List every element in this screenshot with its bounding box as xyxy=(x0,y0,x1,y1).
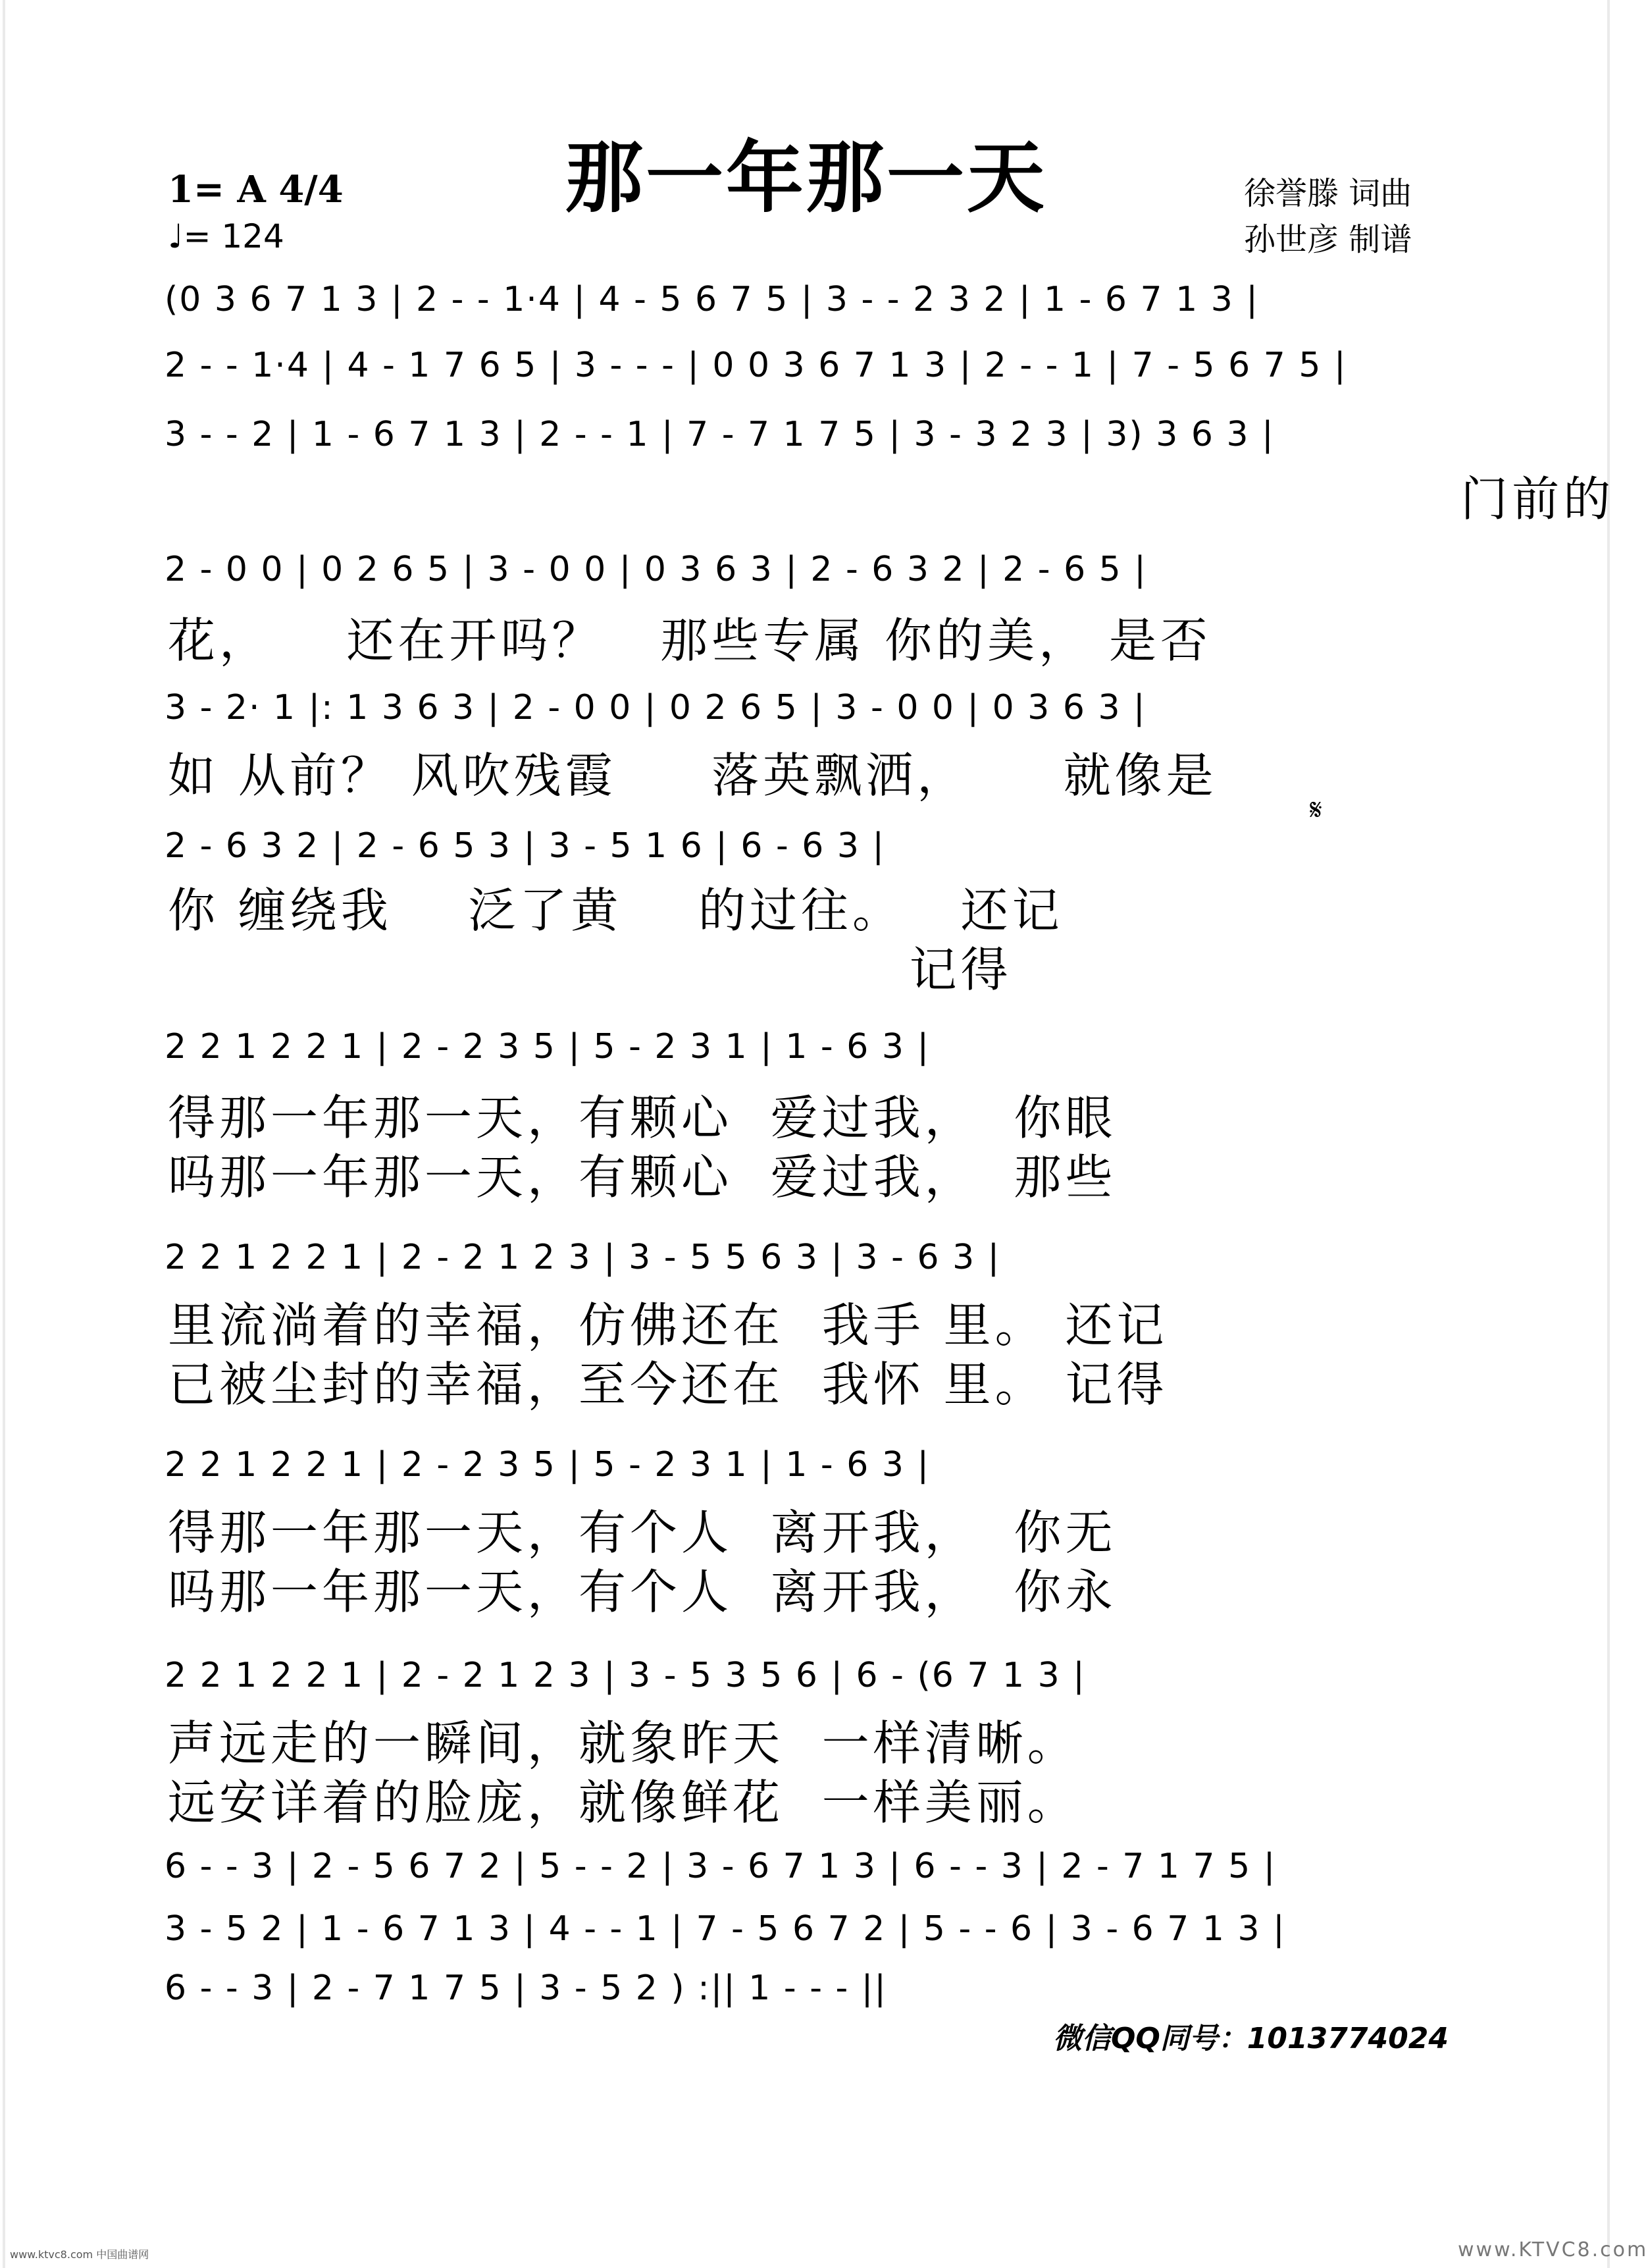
footer-site-small: www.ktvc8.com 中国曲谱网 xyxy=(10,2248,149,2261)
lyric-line: 得那一年那一天，有个人 离开我， 你无 xyxy=(168,1505,1117,1560)
notation-row-4: 2 - 0 0 | 0 2 6 5 | 3 - 0 0 | 0 3 6 3 | 2 - 6 3 2 | 2 - 6 5 | xyxy=(165,550,1147,589)
key-signature: 1= A 4/4 xyxy=(168,168,344,211)
footer-watermark: www.KTVC8.com xyxy=(1458,2238,1648,2261)
song-title: 那一年那一天 xyxy=(565,132,1047,223)
notation-row-11: 6 - - 3 | 2 - 5 6 7 2 | 5 - - 2 | 3 - 6 7 1 3 | 6 - - 3 | 2 - 7 1 7 5 | xyxy=(165,1847,1277,1886)
right-margin-rule xyxy=(1607,0,1610,2268)
lyric-line: 你 缠绕我 泛了黄 的过往。 还记 xyxy=(168,883,1064,938)
arranger-credit: 孙世彦 制谱 xyxy=(1244,221,1412,258)
lyric-line: 花， 还在开吗？ 那些专属 你的美， 是否 xyxy=(168,613,1212,668)
notation-row-13: 6 - - 3 | 2 - 7 1 7 5 | 3 - 5 2 ) :|| 1 - - - || xyxy=(165,1968,887,2008)
contact-info: 微信QQ同号：1013774024 xyxy=(1053,2022,1449,2055)
composer-credit: 徐誉滕 词曲 xyxy=(1244,175,1412,212)
lyric-line: 门前的 xyxy=(168,471,1615,527)
lyric-line: 得那一年那一天，有颗心 爱过我， 你眼 xyxy=(168,1090,1117,1146)
lyric-line: 如 从前？ 风吹残霞 落英飘洒， 就像是 xyxy=(168,748,1218,803)
lyric-line: 已被尘封的幸福，至今还在 我怀 里。 记得 xyxy=(168,1357,1168,1412)
notation-row-12: 3 - 5 2 | 1 - 6 7 1 3 | 4 - - 1 | 7 - 5 6 7 2 | 5 - - 6 | 3 - 6 7 1 3 | xyxy=(165,1909,1286,1949)
notation-row-1: (0 3 6 7 1 3 | 2 - - 1·4 | 4 - 5 6 7 5 | 3 - - 2 3 2 | 1 - 6 7 1 3 | xyxy=(165,280,1259,319)
notation-row-8: 2 2 1 2 2 1 | 2 - 2 1 2 3 | 3 - 5 5 6 3 | 3 - 6 3 | xyxy=(165,1238,1001,1277)
notation-row-7: 2 2 1 2 2 1 | 2 - 2 3 5 | 5 - 2 3 1 | 1 - 6 3 | xyxy=(165,1027,930,1067)
notation-row-5: 3 - 2· 1 |: 1 3 6 3 | 2 - 0 0 | 0 2 6 5 | 3 - 0 0 | 0 3 6 3 | xyxy=(165,688,1146,727)
lyric-line: 远安详着的脸庞，就像鲜花 一样美丽。 xyxy=(168,1775,1079,1830)
lyric-line: 记得 xyxy=(168,942,1012,997)
notation-row-10: 2 2 1 2 2 1 | 2 - 2 1 2 3 | 3 - 5 3 5 6 | 6 - (6 7 1 3 | xyxy=(165,1656,1086,1695)
notation-row-3: 3 - - 2 | 1 - 6 7 1 3 | 2 - - 1 | 7 - 7 1 7 5 | 3 - 3 2 3 | 3) 3 6 3 | xyxy=(165,415,1275,454)
notation-row-9: 2 2 1 2 2 1 | 2 - 2 3 5 | 5 - 2 3 1 | 1 - 6 3 | xyxy=(165,1445,930,1485)
left-margin-rule xyxy=(3,0,5,2268)
lyric-line: 吗那一年那一天，有个人 离开我， 你永 xyxy=(168,1564,1117,1620)
lyric-line: 吗那一年那一天，有颗心 爱过我， 那些 xyxy=(168,1149,1117,1205)
notation-row-2: 2 - - 1·4 | 4 - 1 7 6 5 | 3 - - - | 0 0 3 6 7 1 3 | 2 - - 1 | 7 - 5 6 7 5 | xyxy=(165,346,1347,385)
segno-sign: 𝄋 xyxy=(1310,793,1322,827)
tempo-marking: ♩= 124 xyxy=(168,217,284,255)
lyric-line: 里流淌着的幸福，仿佛还在 我手 里。 还记 xyxy=(168,1298,1168,1353)
notation-row-6: 2 - 6 3 2 | 2 - 6 5 3 | 3 - 5 1 6 | 6 - 6 3 | xyxy=(165,826,886,866)
lyric-line: 声远走的一瞬间，就象昨天 一样清晰。 xyxy=(168,1716,1079,1771)
